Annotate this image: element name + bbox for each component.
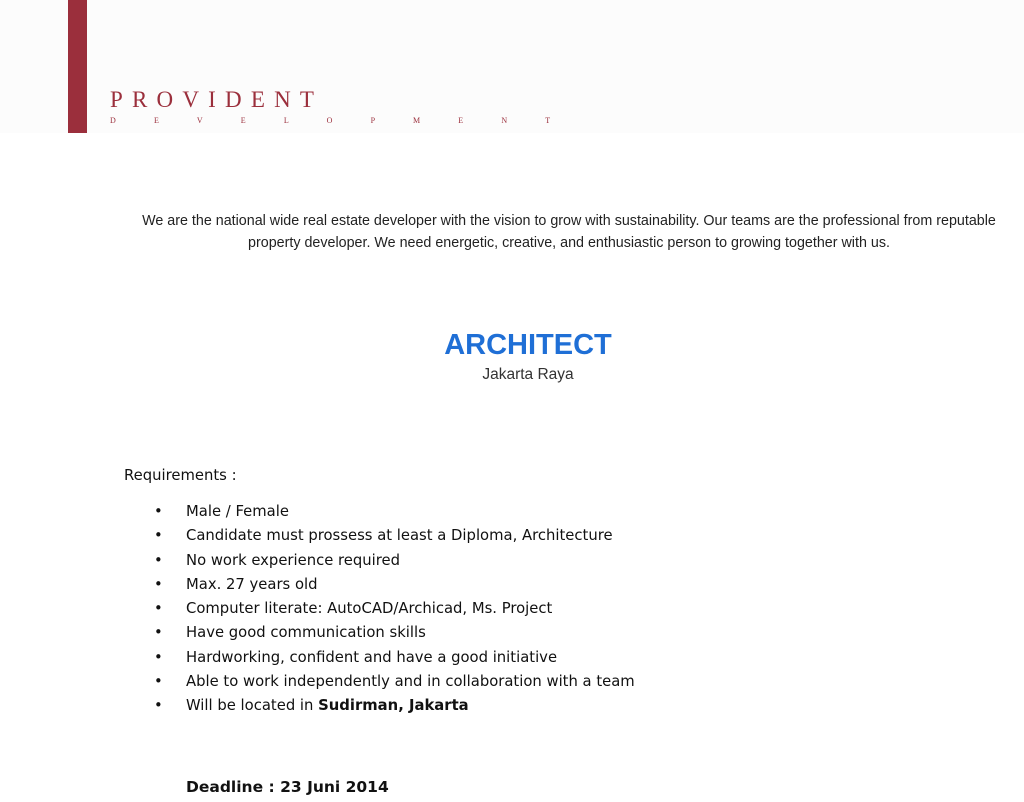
requirement-text: Able to work independently and in collaboration with a team — [186, 673, 635, 691]
requirement-text: No work experience required — [186, 551, 401, 569]
bullet-icon: • — [154, 503, 163, 520]
provident-logo — [110, 86, 568, 126]
requirement-text: Male / Female — [186, 503, 289, 520]
requirements-list — [150, 500, 635, 719]
requirement-bold-text: Sudirman, Jakarta — [318, 697, 469, 715]
requirement-text: Hardworking, confident and have a good initiative — [186, 648, 558, 666]
bullet-icon: • — [154, 697, 163, 715]
company-intro: We are the national wide real estate developer with the vision to grow with sustainability. Our teams are the professional from reputable property developer. We need energetic, creative, and enthusiastic person to growing together with us. — [142, 213, 996, 251]
list-item — [150, 573, 635, 597]
requirement-text: Max. 27 years old — [186, 575, 318, 593]
requirement-text: Computer literate: AutoCAD/Archicad, Ms. Project — [186, 600, 553, 618]
bullet-icon: • — [154, 673, 163, 691]
brand-accent-bar — [68, 0, 87, 133]
logo-wordmark: PROVIDENT — [110, 87, 324, 112]
requirement-text: Candidate must prossess at least a Diploma, Architecture — [186, 527, 613, 545]
job-location: Jakarta Raya — [482, 366, 574, 383]
list-item — [150, 670, 635, 694]
bullet-icon: • — [154, 527, 163, 545]
bullet-icon: • — [154, 624, 163, 642]
list-item — [150, 549, 635, 573]
logo-subtitle: D E V E L O P M E N T — [110, 116, 569, 125]
list-item — [150, 597, 635, 621]
job-title: ARCHITECT — [444, 329, 612, 361]
bullet-icon: • — [154, 600, 163, 618]
list-item — [150, 646, 635, 670]
bullet-icon: • — [154, 551, 163, 569]
bullet-icon: • — [154, 648, 163, 666]
list-item — [150, 621, 635, 645]
deadline: Deadline : 23 Juni 2014 — [186, 778, 389, 796]
requirement-text: Have good communication skills — [186, 624, 426, 642]
bullet-icon: • — [154, 575, 163, 593]
list-item — [150, 500, 635, 524]
list-item — [150, 524, 635, 548]
requirement-text: Will be located in — [186, 697, 319, 715]
requirements-heading: Requirements : — [124, 467, 237, 484]
list-item — [150, 694, 635, 718]
